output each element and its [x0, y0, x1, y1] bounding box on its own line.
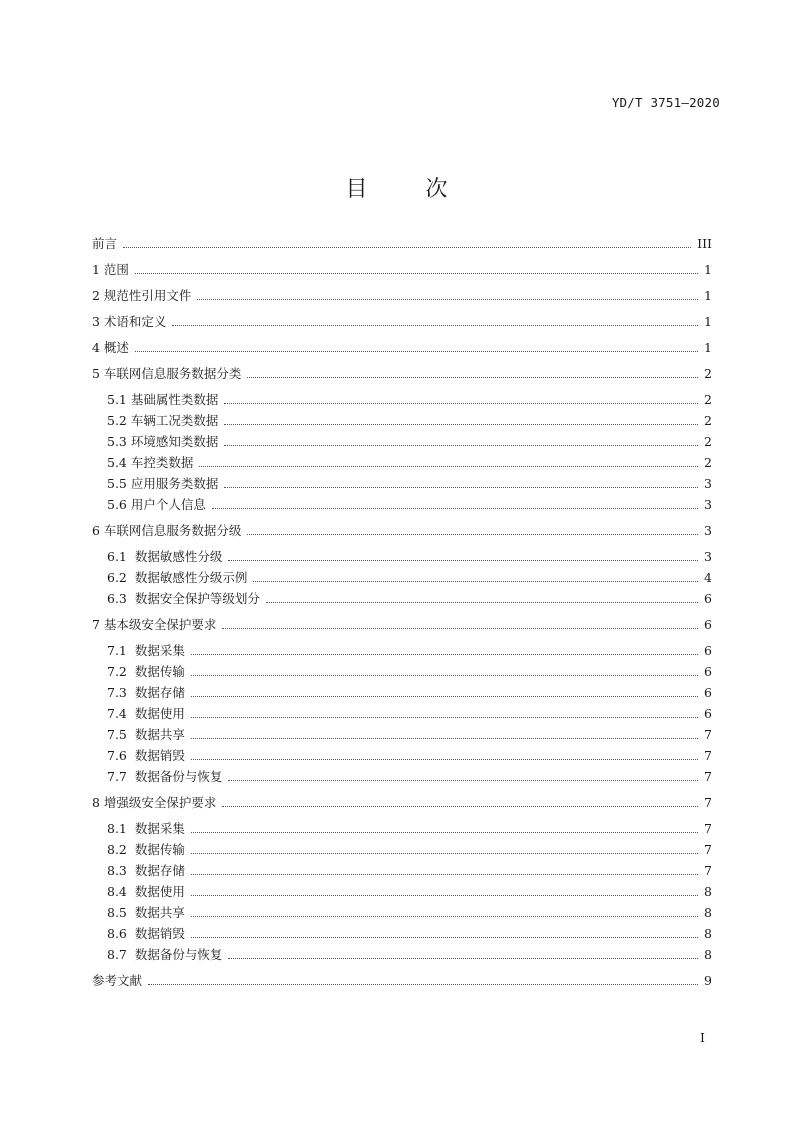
toc-entry-title: 8.7 数据备份与恢复	[107, 947, 223, 962]
toc-entry-page: 3	[704, 523, 712, 538]
dot-leader	[191, 654, 698, 655]
dot-leader	[224, 424, 698, 425]
toc-entry-title: 8.5 数据共享	[107, 905, 185, 920]
dot-leader	[224, 487, 698, 488]
toc-entry-title: 8.6 数据销毁	[107, 926, 185, 941]
dot-leader	[197, 299, 698, 300]
toc-entry-page: 7	[704, 842, 712, 857]
dot-leader	[224, 445, 698, 446]
toc-entry-page: 2	[704, 455, 712, 470]
dot-leader	[247, 534, 698, 535]
toc-entry-title: 6.1 数据敏感性分级	[107, 549, 223, 564]
toc-entry-page: 7	[704, 748, 712, 763]
toc-entry-title: 5.4 车控类数据	[107, 455, 194, 470]
dot-leader	[228, 958, 698, 959]
toc-entry[interactable]	[107, 683, 712, 703]
dot-leader	[247, 377, 698, 378]
toc-entry-title: 7.7 数据备份与恢复	[107, 769, 223, 784]
toc-entry[interactable]	[92, 364, 712, 384]
toc-entry-page: 2	[704, 434, 712, 449]
toc-entry-page: 7	[704, 821, 712, 836]
toc-entry-page: 1	[704, 262, 712, 277]
toc-entry-page: 8	[704, 884, 712, 899]
toc-entry[interactable]	[92, 286, 712, 306]
toc-entry-page: 7	[704, 727, 712, 742]
toc-entry[interactable]	[107, 725, 712, 745]
toc-entry-title: 5.5 应用服务类数据	[107, 476, 219, 491]
toc-entry[interactable]	[92, 338, 712, 358]
dot-leader	[212, 508, 698, 509]
toc-entry-page: 7	[704, 795, 712, 810]
toc-entry-title: 7.1 数据采集	[107, 643, 185, 658]
toc-entry-title: 7.6 数据销毁	[107, 748, 185, 763]
dot-leader	[191, 895, 698, 896]
toc-entry-title: 7.4 数据使用	[107, 706, 185, 721]
toc-entry-page: 6	[704, 643, 712, 658]
toc-entry-title: 参考文献	[92, 973, 143, 988]
page-number: I	[700, 1030, 705, 1045]
dot-leader	[191, 675, 698, 676]
dot-leader	[222, 628, 698, 629]
toc-entry-page: 4	[704, 570, 712, 585]
toc-entry-title: 2 规范性引用文件	[92, 288, 192, 303]
dot-leader	[191, 937, 698, 938]
toc-entry-page: 7	[704, 769, 712, 784]
dot-leader	[222, 806, 698, 807]
toc-entry-title: 5.2 车辆工况类数据	[107, 413, 219, 428]
toc-entry-page: 1	[704, 314, 712, 329]
dot-leader	[224, 403, 698, 404]
toc-entry[interactable]	[92, 971, 712, 991]
toc-entry-page: 6	[704, 706, 712, 721]
toc-entry[interactable]	[92, 260, 712, 280]
dot-leader	[266, 602, 698, 603]
dot-leader	[135, 351, 698, 352]
toc-entry[interactable]	[92, 234, 712, 254]
dot-leader	[123, 247, 691, 248]
toc-entry[interactable]	[107, 568, 712, 588]
toc-entry-title: 6.3 数据安全保护等级划分	[107, 591, 260, 606]
dot-leader	[191, 916, 698, 917]
toc-entry-title: 前言	[92, 236, 118, 251]
toc-entry[interactable]	[92, 521, 712, 541]
toc-entry-page: 1	[704, 340, 712, 355]
toc-entry-title: 5 车联网信息服务数据分类	[92, 366, 242, 381]
toc-entry[interactable]	[107, 767, 712, 787]
dot-leader	[148, 984, 698, 985]
toc-entry-title: 8.2 数据传输	[107, 842, 185, 857]
dot-leader	[191, 696, 698, 697]
dot-leader	[191, 738, 698, 739]
toc-entry-title: 5.3 环境感知类数据	[107, 434, 219, 449]
toc-entry-title: 5.6 用户个人信息	[107, 497, 206, 512]
toc-entry-page: 9	[704, 973, 712, 988]
dot-leader	[191, 853, 698, 854]
toc-entry[interactable]	[107, 903, 712, 923]
dot-leader	[228, 560, 698, 561]
toc-entry-page: 6	[704, 664, 712, 679]
toc-entry-title: 8.1 数据采集	[107, 821, 185, 836]
toc-entry-page: 8	[704, 926, 712, 941]
toc-entry[interactable]	[107, 704, 712, 724]
toc-entry[interactable]	[92, 615, 712, 635]
toc-entry[interactable]	[107, 840, 712, 860]
toc-entry-title: 8.4 数据使用	[107, 884, 185, 899]
toc-entry-page: 8	[704, 947, 712, 962]
toc-entry[interactable]	[107, 474, 712, 494]
toc-entry[interactable]	[107, 495, 712, 515]
toc-entry-page: 3	[704, 497, 712, 512]
toc-entry-title: 3 术语和定义	[92, 314, 167, 329]
dot-leader	[228, 780, 698, 781]
toc-entry[interactable]	[107, 819, 712, 839]
toc-entry-title: 7.3 数据存储	[107, 685, 185, 700]
toc-entry-page: 3	[704, 549, 712, 564]
toc-entry-page: 6	[704, 685, 712, 700]
toc-entry-title: 6 车联网信息服务数据分级	[92, 523, 242, 538]
toc-entry-page: 2	[704, 366, 712, 381]
toc-entry-page: 2	[704, 413, 712, 428]
toc-entry[interactable]	[107, 861, 712, 881]
toc-entry[interactable]	[107, 589, 712, 609]
dot-leader	[135, 273, 698, 274]
toc-entry-title: 7.5 数据共享	[107, 727, 185, 742]
toc-entry-title: 6.2 数据敏感性分级示例	[107, 570, 248, 585]
dot-leader	[191, 759, 698, 760]
toc-entry[interactable]	[92, 793, 712, 813]
toc-entry-title: 8.3 数据存储	[107, 863, 185, 878]
toc-entry[interactable]	[107, 432, 712, 452]
toc-entry-title: 7.2 数据传输	[107, 664, 185, 679]
dot-leader	[253, 581, 698, 582]
toc-entry[interactable]	[107, 746, 712, 766]
document-code: YD/T 3751—2020	[611, 95, 720, 110]
toc-entry[interactable]	[107, 924, 712, 944]
page-title: 目 次	[345, 177, 466, 202]
toc-entry-page: III	[697, 236, 712, 251]
toc-entry-title: 7 基本级安全保护要求	[92, 617, 217, 632]
toc-entry-page: 2	[704, 392, 712, 407]
dot-leader	[191, 832, 698, 833]
toc-entry-title: 5.1 基础属性类数据	[107, 392, 219, 407]
toc-entry[interactable]	[107, 641, 712, 661]
toc-entry[interactable]	[107, 411, 712, 431]
toc-entry-page: 8	[704, 905, 712, 920]
toc-entry-page: 1	[704, 288, 712, 303]
toc-entry-page: 6	[704, 617, 712, 632]
toc-entry-page: 3	[704, 476, 712, 491]
toc-entry[interactable]	[107, 882, 712, 902]
toc-entry[interactable]	[107, 390, 712, 410]
toc-entry-page: 6	[704, 591, 712, 606]
dot-leader	[191, 717, 698, 718]
toc-entry[interactable]	[107, 662, 712, 682]
dot-leader	[199, 466, 698, 467]
toc-entry-title: 1 范围	[92, 262, 129, 277]
toc-entry[interactable]	[107, 547, 712, 567]
toc-entry-title: 4 概述	[92, 340, 129, 355]
toc-entry[interactable]	[107, 945, 712, 965]
toc-entry[interactable]	[92, 312, 712, 332]
toc-entry-page: 7	[704, 863, 712, 878]
dot-leader	[191, 874, 698, 875]
toc-entry[interactable]	[107, 453, 712, 473]
toc-entry-title: 8 增强级安全保护要求	[92, 795, 217, 810]
dot-leader	[172, 325, 698, 326]
